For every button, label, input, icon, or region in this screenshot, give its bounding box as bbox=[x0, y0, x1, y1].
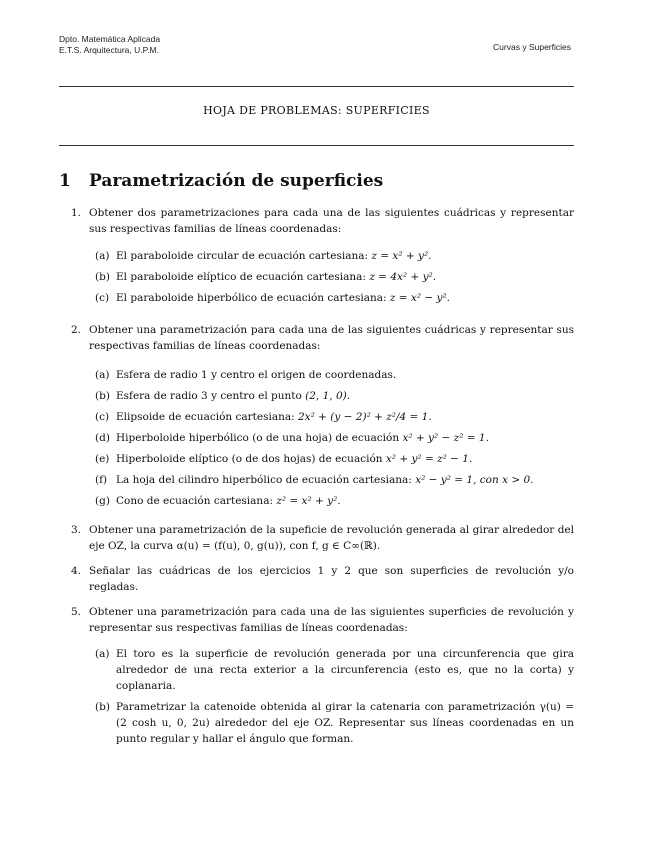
subitem bbox=[89, 269, 574, 285]
subitem-text: El paraboloide circular de ecuación cartesiana: bbox=[116, 250, 369, 262]
subitem-label: (d) bbox=[95, 432, 110, 444]
subitem-punctuation: . bbox=[346, 390, 351, 402]
subitem-text: El toro es la superficie de revolución generada por una circunferencia que gira alrededor de una recta exterior a la circunferencia (esto es, que no la corta) y coplanaria. bbox=[116, 648, 574, 692]
subitem-label: (a) bbox=[95, 250, 110, 262]
subitem-label: (a) bbox=[95, 648, 110, 660]
subitem-label: (e) bbox=[95, 453, 110, 465]
subitem bbox=[89, 367, 574, 383]
subitem-formula: (2, 1, 0) bbox=[305, 390, 347, 402]
subitem-formula: z = x² + y² bbox=[371, 250, 429, 262]
subitem-text: Esfera de radio 1 y centro el origen de coordenadas. bbox=[116, 369, 397, 381]
subitem-text: El paraboloide elíptico de ecuación cartesiana: bbox=[116, 271, 366, 283]
subitem bbox=[89, 646, 574, 694]
sheet-title: HOJA DE PROBLEMAS: SUPERFICIES bbox=[203, 104, 430, 117]
problem bbox=[59, 522, 574, 554]
subitem-text: Elipsoide de ecuación cartesiana: bbox=[116, 411, 295, 423]
subitem bbox=[89, 472, 574, 488]
subitem-label: (c) bbox=[95, 292, 110, 304]
problem-number: 2. bbox=[71, 324, 82, 336]
subitem-list bbox=[89, 646, 574, 747]
header-left bbox=[59, 34, 160, 56]
subitem-formula: 2x² + (y − 2)² + z²/4 = 1 bbox=[298, 411, 429, 423]
problem bbox=[59, 322, 574, 509]
subitem-formula: z² = x² + y² bbox=[276, 495, 338, 507]
subitem-text: El paraboloide hiperbólico de ecuación cartesiana: bbox=[116, 292, 387, 304]
subitem-formula: x² + y² = z² − 1 bbox=[385, 453, 469, 465]
subitem-punctuation: . bbox=[428, 250, 432, 262]
subitem-label: (a) bbox=[95, 369, 110, 381]
subitem-formula: x² − y² = 1, con x > 0 bbox=[415, 474, 531, 486]
subitem-punctuation: . bbox=[337, 495, 341, 507]
subitem-formula: x² + y² − z² = 1 bbox=[402, 432, 486, 444]
subitem-punctuation: . bbox=[428, 411, 432, 423]
subitem-label: (b) bbox=[95, 271, 110, 283]
subitem-text: Cono de ecuación cartesiana: bbox=[116, 495, 273, 507]
subitem-text: La hoja del cilindro hiperbólico de ecuación cartesiana: bbox=[116, 474, 412, 486]
subitem bbox=[89, 451, 574, 467]
subitem-text: Hiperboloide hiperbólico (o de una hoja) de ecuación bbox=[116, 432, 400, 444]
bottom-rule bbox=[59, 145, 574, 146]
problem-number: 4. bbox=[71, 565, 82, 577]
subitem-formula: z = 4x² + y² bbox=[369, 271, 433, 283]
subitem-punctuation: . bbox=[530, 474, 534, 486]
subitem-punctuation: . bbox=[469, 453, 473, 465]
top-rule bbox=[59, 86, 574, 87]
subitem-label: (g) bbox=[95, 495, 110, 507]
subitem-list bbox=[89, 248, 574, 306]
subitem-punctuation: . bbox=[485, 432, 489, 444]
section-title: Parametrización de superficies bbox=[89, 171, 384, 191]
subitem-text: Esfera de radio 3 y centro el punto bbox=[116, 390, 302, 402]
subitem-punctuation: . bbox=[432, 271, 437, 283]
problem-number: 3. bbox=[71, 524, 82, 536]
subitem bbox=[89, 699, 574, 747]
section-heading bbox=[59, 171, 383, 191]
problem-text: Obtener una parametrización de la supeficie de revolución generada al girar alrededor del eje OZ, la curva α(u) = (f(u), 0, g(u)), con f, g ∈ C∞(ℝ). bbox=[89, 524, 574, 552]
subitem-label: (f) bbox=[95, 474, 108, 486]
subitem-label: (b) bbox=[95, 701, 110, 713]
problem-text: Obtener dos parametrizaciones para cada una de las siguientes cuádricas y representar sus respectivas familias de líneas coordenadas: bbox=[89, 207, 574, 235]
subitem bbox=[89, 248, 574, 264]
subitem-formula: z = x² − y² bbox=[389, 292, 447, 304]
problem-text: Obtener una parametrización para cada una de las siguientes superficies de revolución y representar sus respectivas familias de líneas coordenadas: bbox=[89, 606, 574, 634]
problem-number: 1. bbox=[71, 207, 82, 219]
subitem bbox=[89, 430, 574, 446]
problem bbox=[59, 604, 574, 747]
subitem bbox=[89, 493, 574, 509]
subitem-text: Hiperboloide elíptico (o de dos hojas) de ecuación bbox=[116, 453, 383, 465]
subitem-label: (c) bbox=[95, 411, 110, 423]
problem-text: Señalar las cuádricas de los ejercicios 1 y 2 que son superficies de revolución y/o regladas. bbox=[89, 565, 574, 593]
subitem-label: (b) bbox=[95, 390, 110, 402]
subitem-punctuation: . bbox=[446, 292, 451, 304]
header-school: E.T.S. Arquitectura, U.P.M. bbox=[59, 45, 159, 55]
problem-text: Obtener una parametrización para cada una de las siguientes cuádricas y representar sus respectivas familias de líneas coordenadas: bbox=[89, 324, 574, 352]
problem-list bbox=[59, 205, 574, 752]
problem bbox=[59, 563, 574, 595]
subitem bbox=[89, 388, 574, 404]
header-course: Curvas y Superficies bbox=[493, 42, 571, 52]
problem-number: 5. bbox=[71, 606, 82, 618]
subitem-text: Parametrizar la catenoide obtenida al girar la catenaria con parametrización γ(u) = (2 cosh u, 0, 2u) alrededor del eje OZ. Representar sus líneas coordenadas en un punto regular y hallar el ángulo que forman. bbox=[116, 701, 574, 745]
subitem-list bbox=[89, 367, 574, 509]
subitem bbox=[89, 409, 574, 425]
problem bbox=[59, 205, 574, 306]
section-number: 1 bbox=[59, 171, 71, 191]
subitem bbox=[89, 290, 574, 306]
header-department: Dpto. Matemática Aplicada bbox=[59, 34, 161, 44]
